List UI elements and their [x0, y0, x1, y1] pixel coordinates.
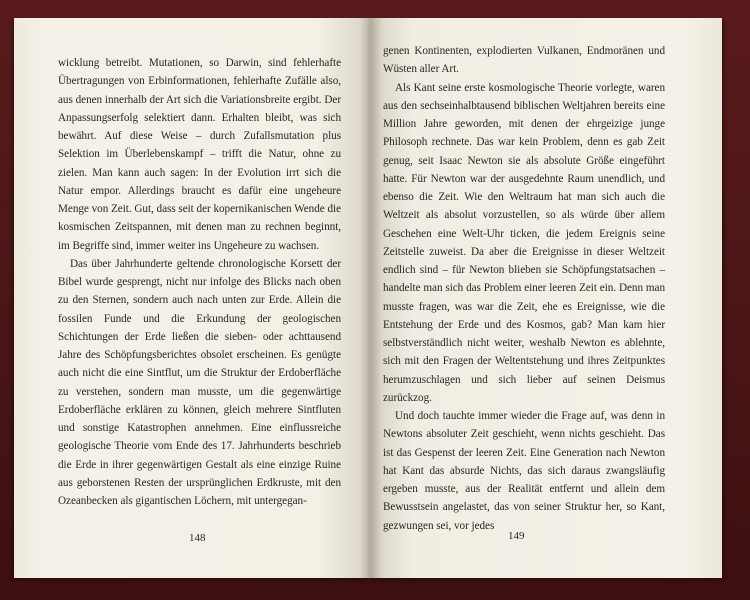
left-page [14, 18, 370, 578]
paragraph: Das über Jahrhunderte geltende chronologische Korsett der Bibel wurde gesprengt, nicht nur infolge des Blicks nach oben zu den Sternen, sondern auch nach unten zur Erde. Allein die fossilen Funde und die Erkundung der geologischen Schichtungen der Erde ließen die sieben- oder achttausend Jahre des Schöpfungsberichtes obsolet erscheinen. Es genügte auch nicht die eine Sintflut, um die Struktur der Erdoberfläche zu verstehen, sondern man musste, um die gegenwärtige Erdoberfläche erklären zu können, gleich mehrere Sintfluten und sonstige Katastrophen annehmen. Eine einflussreiche geologische Theorie vom Ende des 17. Jahrhunderts beschrieb die Erde in ihrer gegenwärtigen Gestalt als eine einzige Ruine aus geborstenen Resten der ursprünglichen Erdkruste, mit den Ozeanbecken als gigantischen Löchern, mit untergegan- [58, 257, 341, 507]
right-page [370, 18, 722, 578]
page-number: 149 [508, 530, 525, 542]
left-page-text [58, 54, 341, 510]
paragraph: Als Kant seine erste kosmologische Theorie vorlegte, waren aus den sechseinhalbtausend biblischen Weltjahren bereits eine Million Jahre geworden, mit denen der ehrgeizige junge Philosoph rechnete. Das war kein Problem, denn es gab Zeit genug, seit Isaac Newton sie als absolute Größe eingeführt hatte. Für Newton war der ausgedehnte Raum unendlich, und ebenso die Zeit. Wie den Weltraum hat man sich auch die Weltzeit als absolut vorzustellen, so als würde über allem Geschehen eine Welt-Uhr ticken, die jedem Ereignis seine Zeitstelle zuweist. Da aber die Ereignisse in dieser Weltzeit endlich sind – für Newton blieben sie Schöpfungstatsachen – handelte man sich das Problem einer leeren Zeit ein. Denn man musste fragen, was war die Zeit, ehe es Ereignisse, wie die Entstehung der Erde und des Kosmos, gab? Man kam hier selbstverständlich nicht weiter, weshalb Newton es ablehnte, sich mit den Fragen der Weltentstehung und ihres Zeitpunktes herumzuschlagen und sich lieber auf seinen Deismus zurückzog. [383, 81, 665, 404]
right-page-text [383, 42, 665, 535]
paragraph: Und doch tauchte immer wieder die Frage auf, was denn in Newtons absoluter Zeit geschieht, wenn nichts geschieht. Das ist das Gespenst der leeren Zeit. Eine Generation nach Newton hat Kant das absurde Nichts, das sich daraus zwangsläufig ergeben musste, aus der Realität entfernt und allein dem Bewusstsein angelastet, das von seiner Struktur her, so Kant, gezwungen sei, vor jedes [383, 410, 665, 532]
paragraph: wicklung betreibt. Mutationen, so Darwin, sind fehlerhafte Übertragungen von Erbinformationen, fehlerhafte Zufälle also, aus denen innerhalb der Art sich die Variationsbreite ergibt. Der Anpassungserfolg selektiert dann. Erhalten bleibt, was sich bewährt. Auf diese Weise – durch Zufallsmutation plus Selektion im Überlebenskampf – trifft die Natur, ohne zu zielen. Man kann auch sagen: In der Evolution irrt sich die Natur empor. Allerdings braucht es dafür eine ungeheure Menge von Zeit. Gut, dass seit der kopernikanischen Wende die kosmischen Zeitspannen, mit denen man zu rechnen beginnt, im Begriffe sind, immer weiter ins Ungeheure zu wachsen. [58, 57, 341, 252]
page-number: 148 [189, 532, 206, 544]
paragraph: genen Kontinenten, explodierten Vulkanen, Endmoränen und Wüsten aller Art. [383, 45, 665, 76]
